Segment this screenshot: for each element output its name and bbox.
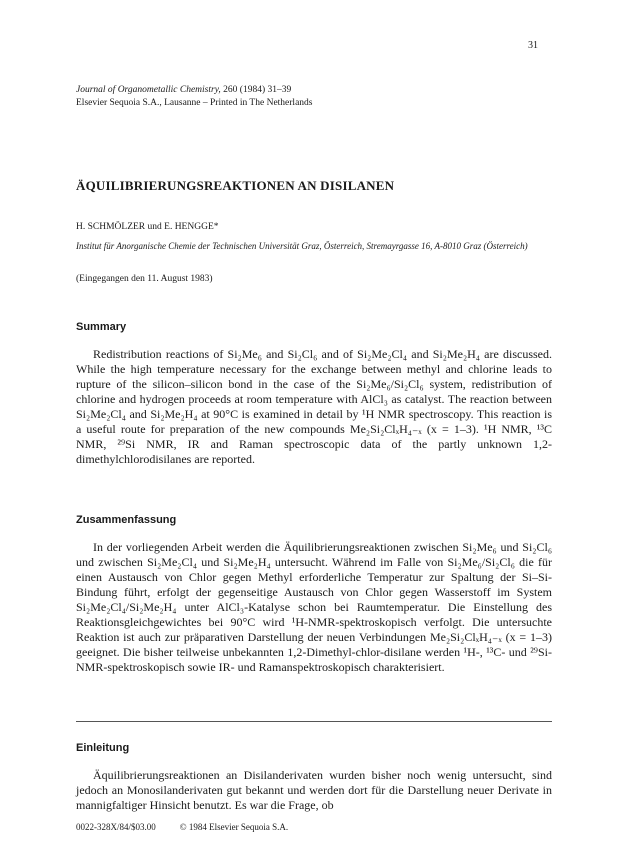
affiliation: Institut für Anorganische Chemie der Technischen Universität Graz, Österreich, Stremayrgasse 16, A-8010 Graz (Österreich): [76, 241, 528, 251]
einleitung-section: [76, 742, 552, 813]
journal-citation: [76, 84, 312, 110]
journal-publisher: Elsevier Sequoia S.A., Lausanne – Printed in The Netherlands: [76, 98, 313, 108]
authors: H. SCHMÖLZER und E. HENGGE*: [76, 222, 219, 232]
paper-title: ÄQUILIBRIERUNGSREAKTIONEN AN DISILANEN: [76, 178, 395, 193]
footer: [76, 822, 288, 832]
zusammenfassung-text: In der vorliegenden Arbeit werden die Äquilibrierungsreaktionen zwischen Si₂Me₆ und Si₂Cl₆ und zwischen Si₂Me₂Cl₄ und Si₂Me₂H₄ untersucht. Während im Falle von Si₂Me₆/Si₂Cl₆ die für einen Austausch von Chlor gegen Methyl erforderliche Temperatur zur Spaltung der Si–Si-Bindung führt, erfolgt der gegenseitige Austausch von Chlor gegen Wasserstoff im System Si₂Me₂Cl₄/Si₂Me₂H₄ unter AlCl₃-Katalyse schon bei Raumtemperatur. Die Einstellung des Reaktionsgleichgewichtes bei 90°C wird ¹H-NMR-spektroskopisch verfolgt. Die untersuchte Reaktion ist auch zur präparativen Darstellung der neuen Verbindungen Me₂Si₂ClₓH₄₋ₓ (x = 1–3) geeignet. Die bisher teilweise unbekannten 1,2-Dimethyl-chlor-disilane werden ¹H-, ¹³C- und ²⁹Si-NMR-spektroskopisch sowie IR- und Ramanspektroskopisch charakterisiert.: [76, 540, 552, 674]
journal-name: Journal of Organometallic Chemistry,: [76, 85, 221, 95]
journal-ref: 260 (1984) 31–39: [223, 85, 292, 95]
page-number: 31: [528, 40, 538, 51]
footer-code: 0022-328X/84/$03.00: [76, 822, 156, 832]
footer-copyright: © 1984 Elsevier Sequoia S.A.: [179, 822, 289, 832]
received-date: (Eingegangen den 11. August 1983): [76, 274, 213, 284]
einleitung-text: Äquilibrierungsreaktionen an Disilanderivaten wurden bisher noch wenig untersucht, sind jedoch an Monosilanderivaten gut bekannt und werden dort für die Darstellung neuer Derivate in mannigfaltiger Hinsicht benutzt. Es war die Frage, ob: [76, 768, 552, 812]
section-divider: [76, 721, 552, 722]
zusammenfassung-section: [76, 514, 552, 675]
summary-text: Redistribution reactions of Si₂Me₆ and Si₂Cl₆ and of Si₂Me₂Cl₄ and Si₂Me₂H₄ are discussed. While the high temperature necessary for the exchange between methyl and chlorine leads to rupture of the silicon–silicon bond in the case of the Si₂Me₆/Si₂Cl₆ system, redistribution of chlorine and hydrogen proceeds at room temperature with AlCl₃ as catalyst. The reaction between Si₂Me₂Cl₄ and Si₂Me₂H₄ at 90°C is examined in detail by ¹H NMR spectroscopy. This reaction is a useful route for preparation of the new compounds Me₂Si₂ClₓH₄₋ₓ (x = 1–3). ¹H NMR, ¹³C NMR, ²⁹Si NMR, IR and Raman spectroscopic data of the partly unknown 1,2-dimethylchlorodisilanes are reported.: [76, 347, 552, 466]
summary-section: [76, 321, 552, 467]
einleitung-heading: Einleitung: [76, 742, 130, 754]
zusammenfassung-heading: Zusammenfassung: [76, 514, 177, 526]
summary-heading: Summary: [76, 321, 127, 333]
